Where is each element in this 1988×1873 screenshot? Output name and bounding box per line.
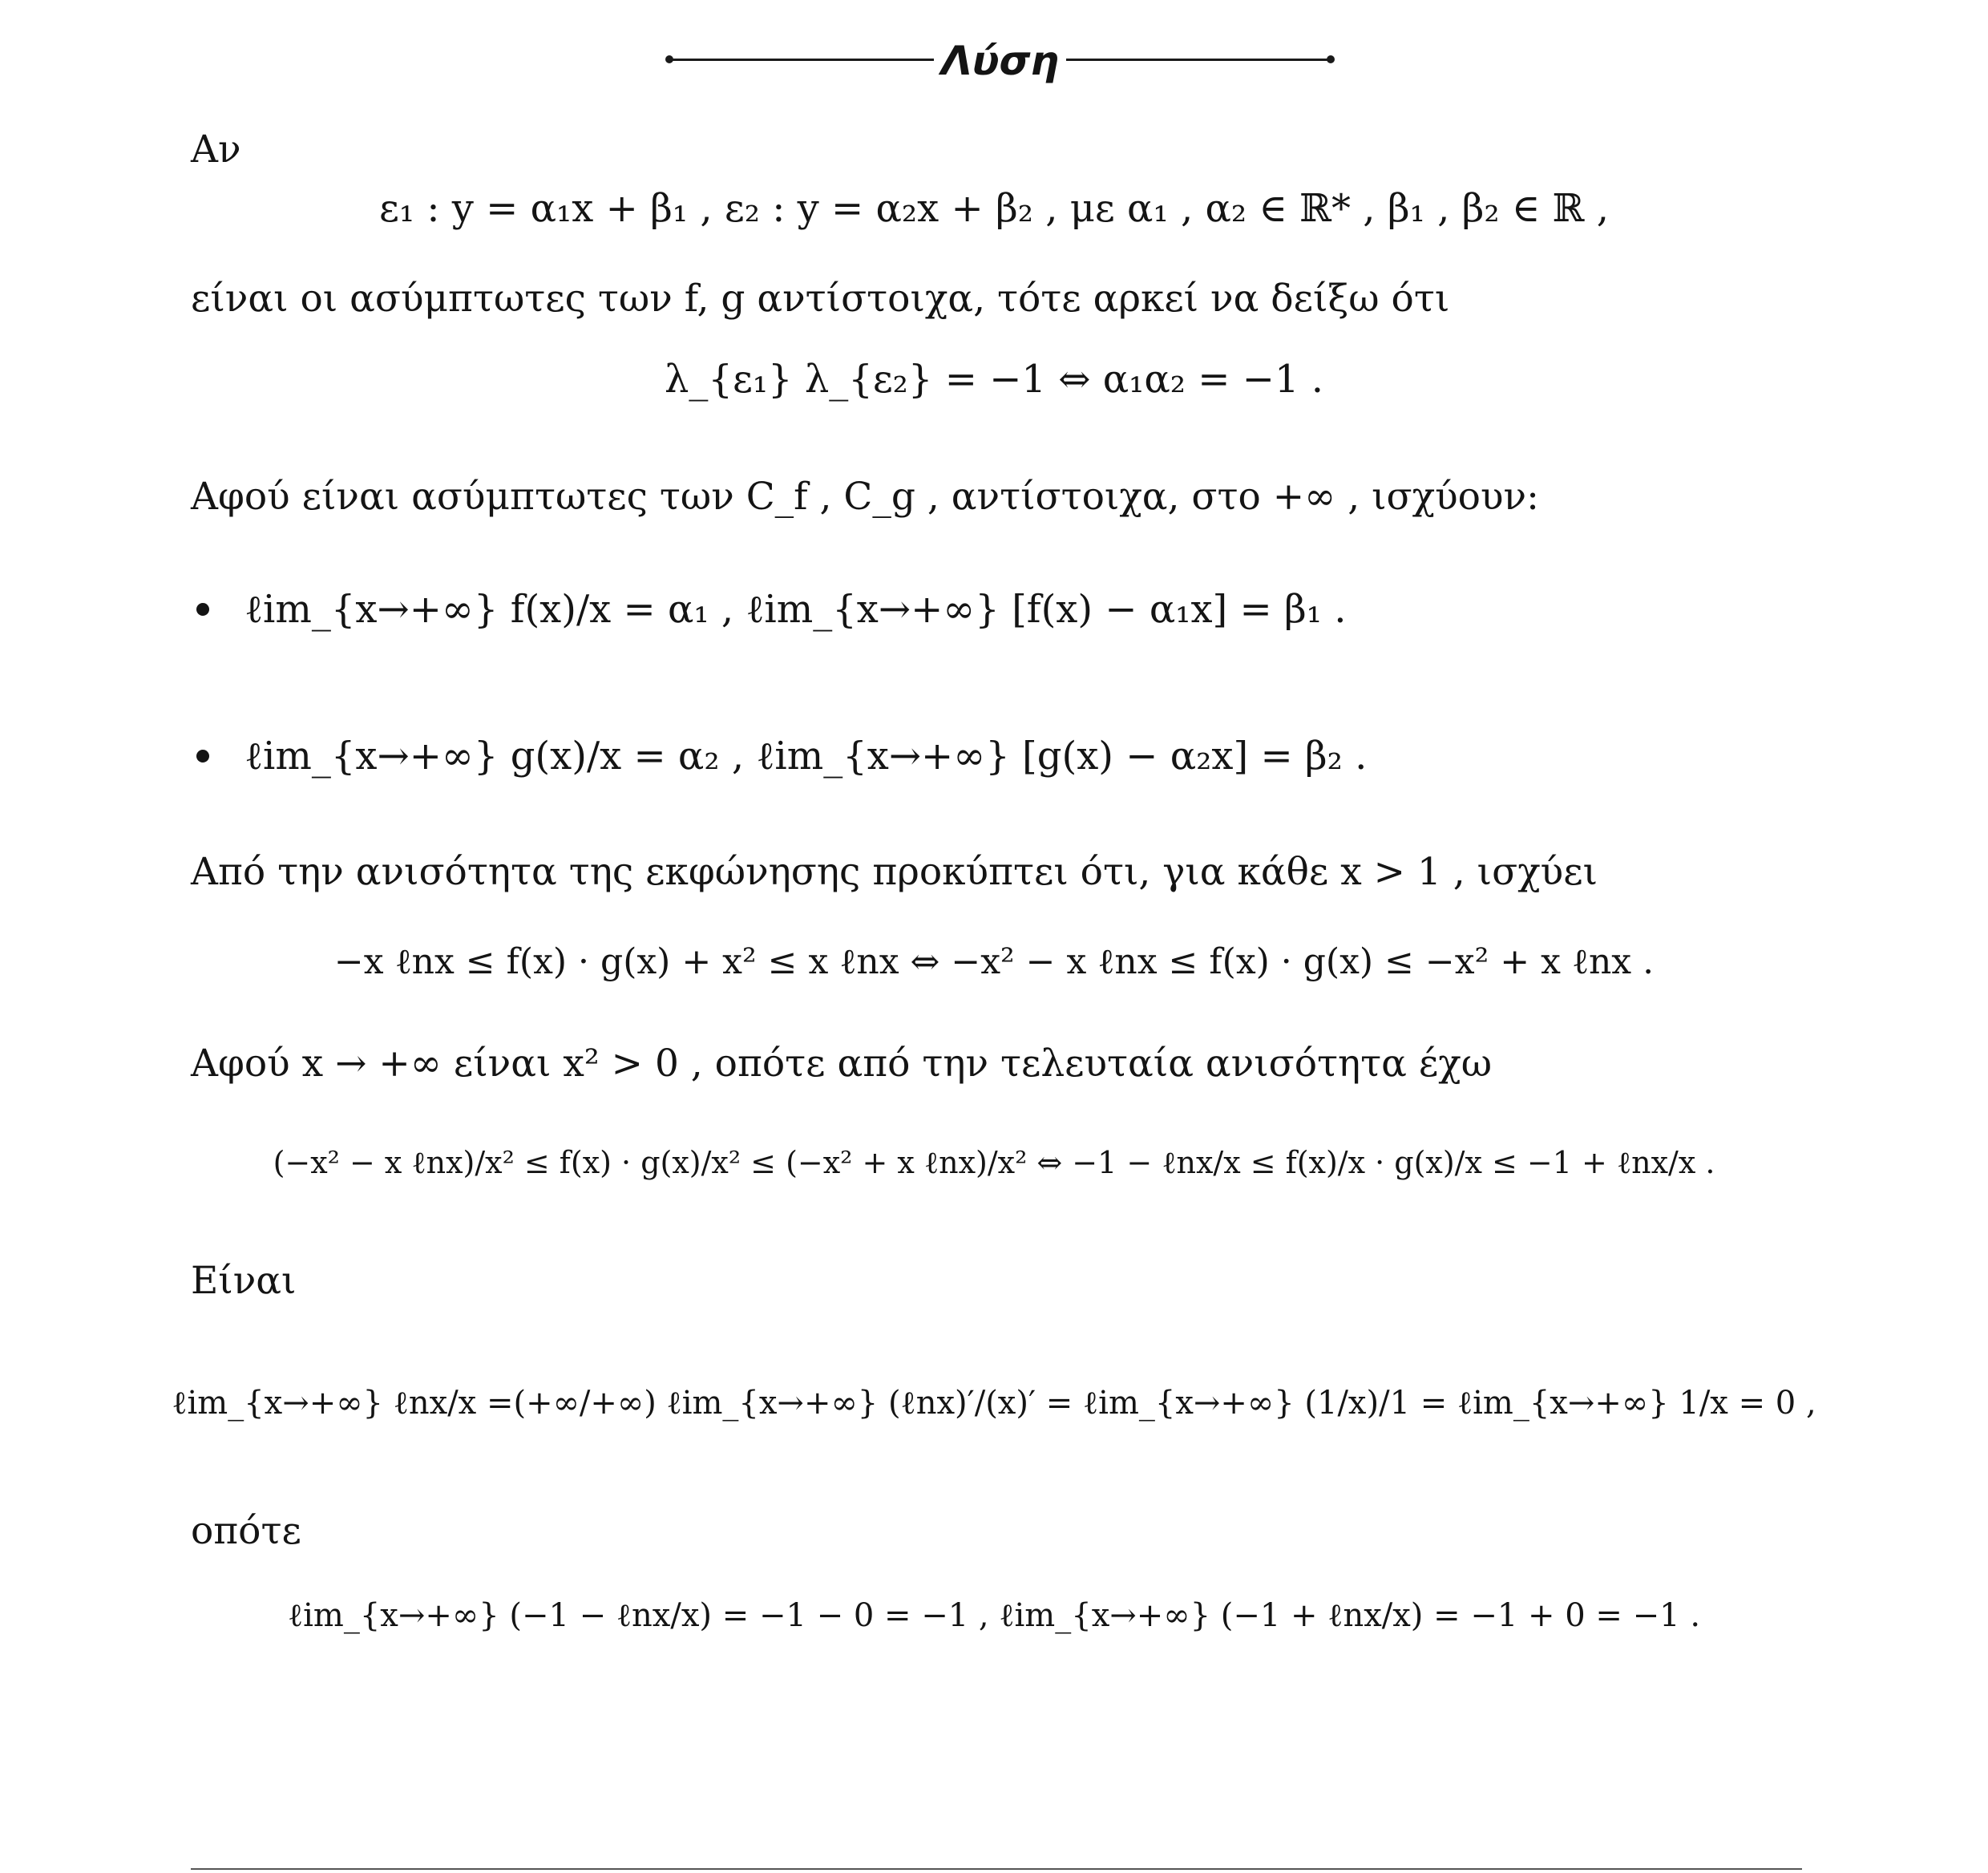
paragraph-division: Αφού x → +∞ είναι x² > 0 , οπότε από την τελευταία ανισότητα έχω [191, 1042, 1493, 1086]
paragraph-it-is: Είναι [191, 1259, 297, 1303]
title-rule-left [669, 59, 934, 61]
paragraph-intro: Αν [191, 127, 241, 172]
bullet-limit-f: ℓim_{x→+∞} f(x)/x = α₁ , ℓim_{x→+∞} [f(x) − α₁x] = β₁ . [244, 587, 1347, 632]
title-rule-right-dot [1327, 55, 1335, 63]
paragraph-condition: είναι οι ασύμπτωτες των f, g αντίστοιχα, τότε αρκεί να δείξω ότι [191, 277, 1450, 321]
footer-divider [191, 1868, 1802, 1870]
bullet-limit-g: ℓim_{x→+∞} g(x)/x = α₂ , ℓim_{x→+∞} [g(x) − α₂x] = β₂ . [244, 734, 1368, 779]
equation-inequality: −x ℓnx ≤ f(x) · g(x) + x² ≤ x ℓnx ⇔ −x² − x ℓnx ≤ f(x) · g(x) ≤ −x² + x ℓnx . [333, 941, 1655, 982]
bullet-marker [196, 603, 209, 616]
equation-divided-inequality: (−x² − x ℓnx)/x² ≤ f(x) · g(x)/x² ≤ (−x² + x ℓnx)/x² ⇔ −1 − ℓnx/x ≤ f(x)/x · g(x)/x ≤ −1 + ℓnx/x . [273, 1145, 1715, 1180]
equation-asymptotes: ε₁ : y = α₁x + β₁ , ε₂ : y = α₂x + β₂ , με α₁ , α₂ ∈ ℝ* , β₁ , β₂ ∈ ℝ , [378, 186, 1610, 231]
title-rule-right [1066, 59, 1331, 61]
equation-limit-lnx-over-x: ℓim_{x→+∞} ℓnx/x =(+∞/+∞) ℓim_{x→+∞} (ℓnx)′/(x)′ = ℓim_{x→+∞} (1/x)/1 = ℓim_{x→+∞} 1/x = 0 , [172, 1385, 1816, 1422]
equation-final-limits: ℓim_{x→+∞} (−1 − ℓnx/x) = −1 − 0 = −1 , ℓim_{x→+∞} (−1 + ℓnx/x) = −1 + 0 = −1 . [287, 1597, 1701, 1634]
paragraph-therefore: οπότε [191, 1509, 301, 1553]
paragraph-inequality: Από την ανισότητα της εκφώνησης προκύπτει ότι, για κάθε x > 1 , ισχύει [191, 850, 1598, 894]
section-title-row [669, 32, 1331, 90]
equation-slopes-product: λ_{ε₁} λ_{ε₂} = −1 ⇔ α₁α₂ = −1 . [664, 357, 1324, 402]
section-title: Λύση [941, 38, 1059, 84]
bullet-marker [196, 750, 209, 763]
paragraph-asymptotes-at-infinity: Αφού είναι ασύμπτωτες των C_f , C_g , αντίστοιχα, στο +∞ , ισχύουν: [191, 475, 1539, 519]
